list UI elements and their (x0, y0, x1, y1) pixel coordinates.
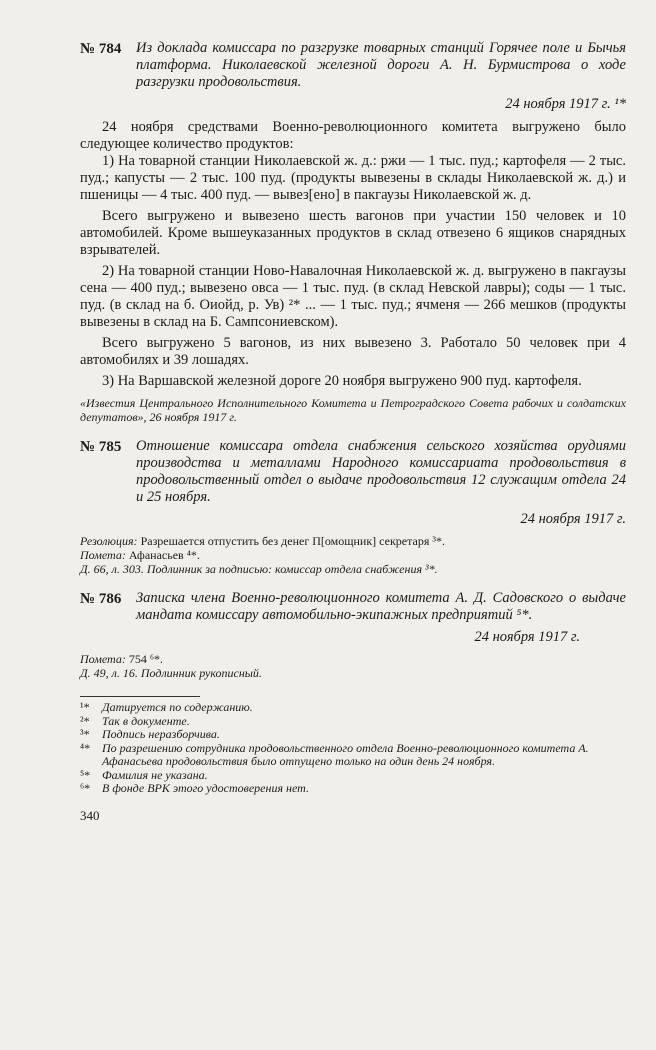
doc784-date: 24 ноября 1917 г. ¹* (505, 96, 626, 112)
footnote-number: ³* (80, 727, 90, 741)
document-786 (80, 590, 626, 680)
footnote-text: Подпись неразборчива. (102, 727, 220, 741)
document-784 (80, 40, 626, 424)
footnote-text: Так в документе. (102, 713, 190, 728)
footnote (80, 782, 626, 796)
doc786-heading: Записка члена Военно-революционного комитета А. Д. Садовского о выдаче мандата комиссару автомобильно-экипажных предприятий ⁵*. (136, 590, 626, 623)
footnote (80, 742, 626, 769)
doc784-paragraph: 1) На товарной станции Николаевской ж. д.: ржи — 1 тыс. пуд.; картофеля — 2 тыс. пуд.; капусты — 2 тыс. 100 пуд. (продукты вывезены в склады Николаевской ж. д.) и пшеницы — 4 тыс. 400 пуд. — вывез[ено] в пакгаузы Николаевской ж. д. (80, 153, 626, 203)
doc785-archive: Д. 66, л. 303. Подлинник за подписью: комиссар отдела снабжения ³*. (80, 562, 438, 576)
footnote (80, 715, 626, 729)
doc786-mark (80, 652, 626, 666)
mark-text: 754 ⁶*. (128, 652, 164, 666)
mark-text: Афанасьев ⁴*. (128, 548, 200, 562)
footnote-text: Фамилия не указана. (102, 767, 208, 782)
doc784-paragraph: Всего выгружено и вывезено шесть вагонов при участии 150 человек и 10 автомобилей. Кроме вышеуказанных продуктов в склад отвезено 6 ящиков снарядных взрывателей. (80, 208, 626, 258)
footnote-number: ¹* (80, 700, 90, 714)
mark-label: Помета: (80, 548, 126, 562)
footnote-number: ⁴* (80, 740, 91, 755)
doc784-header (80, 40, 626, 91)
footnote (80, 701, 626, 715)
footnote-text: В фонде ВРК этого удостоверения нет. (102, 781, 309, 795)
footnote-divider (80, 696, 200, 697)
doc785-heading: Отношение комиссара отдела снабжения сельского хозяйства орудиями производства и металлами Народного комиссариата продовольствия в продовольственный отдел о выдаче продовольствия 12 служащим отдела 24 и 25 ноября. (136, 438, 626, 505)
doc784-number: № 784 (80, 41, 122, 57)
footnote-number: ⁶* (80, 781, 91, 795)
document-785 (80, 438, 626, 576)
doc785-resolution (80, 534, 626, 548)
doc786-header (80, 590, 626, 624)
doc784-body (80, 119, 626, 390)
doc784-source: «Известия Центрального Исполнительного Комитета и Петроградского Совета рабочих и солдатских депутатов», 26 ноября 1917 г. (80, 396, 626, 424)
footnote (80, 728, 626, 742)
doc784-paragraph: 2) На товарной станции Ново-Навалочная Николаевской ж. д. выгружено в пакгаузы сена — 400 пуд.; вывезено овса — 1 тыс. пуд. (в склад Невской лавры); соды — 1 тыс. пуд. (в склад на б. Оиойд, р. Ув) ²* ... — 1 тыс. пуд.; ячменя — 266 мешков (продукты вывезены в склад на Б. Сампсониевском). (80, 263, 626, 330)
doc786-archive: Д. 49, л. 16. Подлинник рукописный. (80, 666, 262, 680)
doc785-header (80, 438, 626, 506)
doc786-date: 24 ноября 1917 г. (474, 629, 580, 645)
doc784-paragraph: 24 ноября средствами Военно-революционного комитета выгружено было следующее количество продуктов: (80, 119, 626, 152)
resolution-text: Разрешается отпустить без денег П[омощник] секретаря ³*. (140, 534, 445, 548)
resolution-label: Резолюция: (80, 534, 138, 548)
footnote-text: Датируется по содержанию. (102, 700, 253, 714)
doc785-number: № 785 (80, 439, 122, 455)
footnotes (80, 701, 626, 796)
doc786-number: № 786 (80, 591, 122, 607)
footnote-text: По разрешению сотрудника продовольственного отдела Военно-революционного комитета А. Афанасьева продовольствия было отпущено только на один день 24 ноября. (102, 740, 589, 768)
footnote (80, 769, 626, 783)
doc785-mark (80, 548, 626, 562)
doc784-paragraph: 3) На Варшавской железной дороге 20 ноября выгружено 900 пуд. картофеля. (102, 373, 582, 389)
doc785-date: 24 ноября 1917 г. (520, 511, 626, 527)
footnote-number: ⁵* (80, 767, 91, 782)
mark-label: Помета: (80, 652, 126, 666)
page-number: 340 (80, 807, 100, 823)
doc784-paragraph: Всего выгружено 5 вагонов, из них вывезено 3. Работало 50 человек при 4 автомобилях и 39 лошадях. (80, 335, 626, 368)
doc784-heading: Из доклада комиссара по разгрузке товарных станций Горячее поле и Бычья платформа. Николаевской железной дороги А. Н. Бурмистрова о ходе разгрузки продовольствия. (136, 40, 626, 90)
footnote-number: ²* (80, 713, 90, 728)
